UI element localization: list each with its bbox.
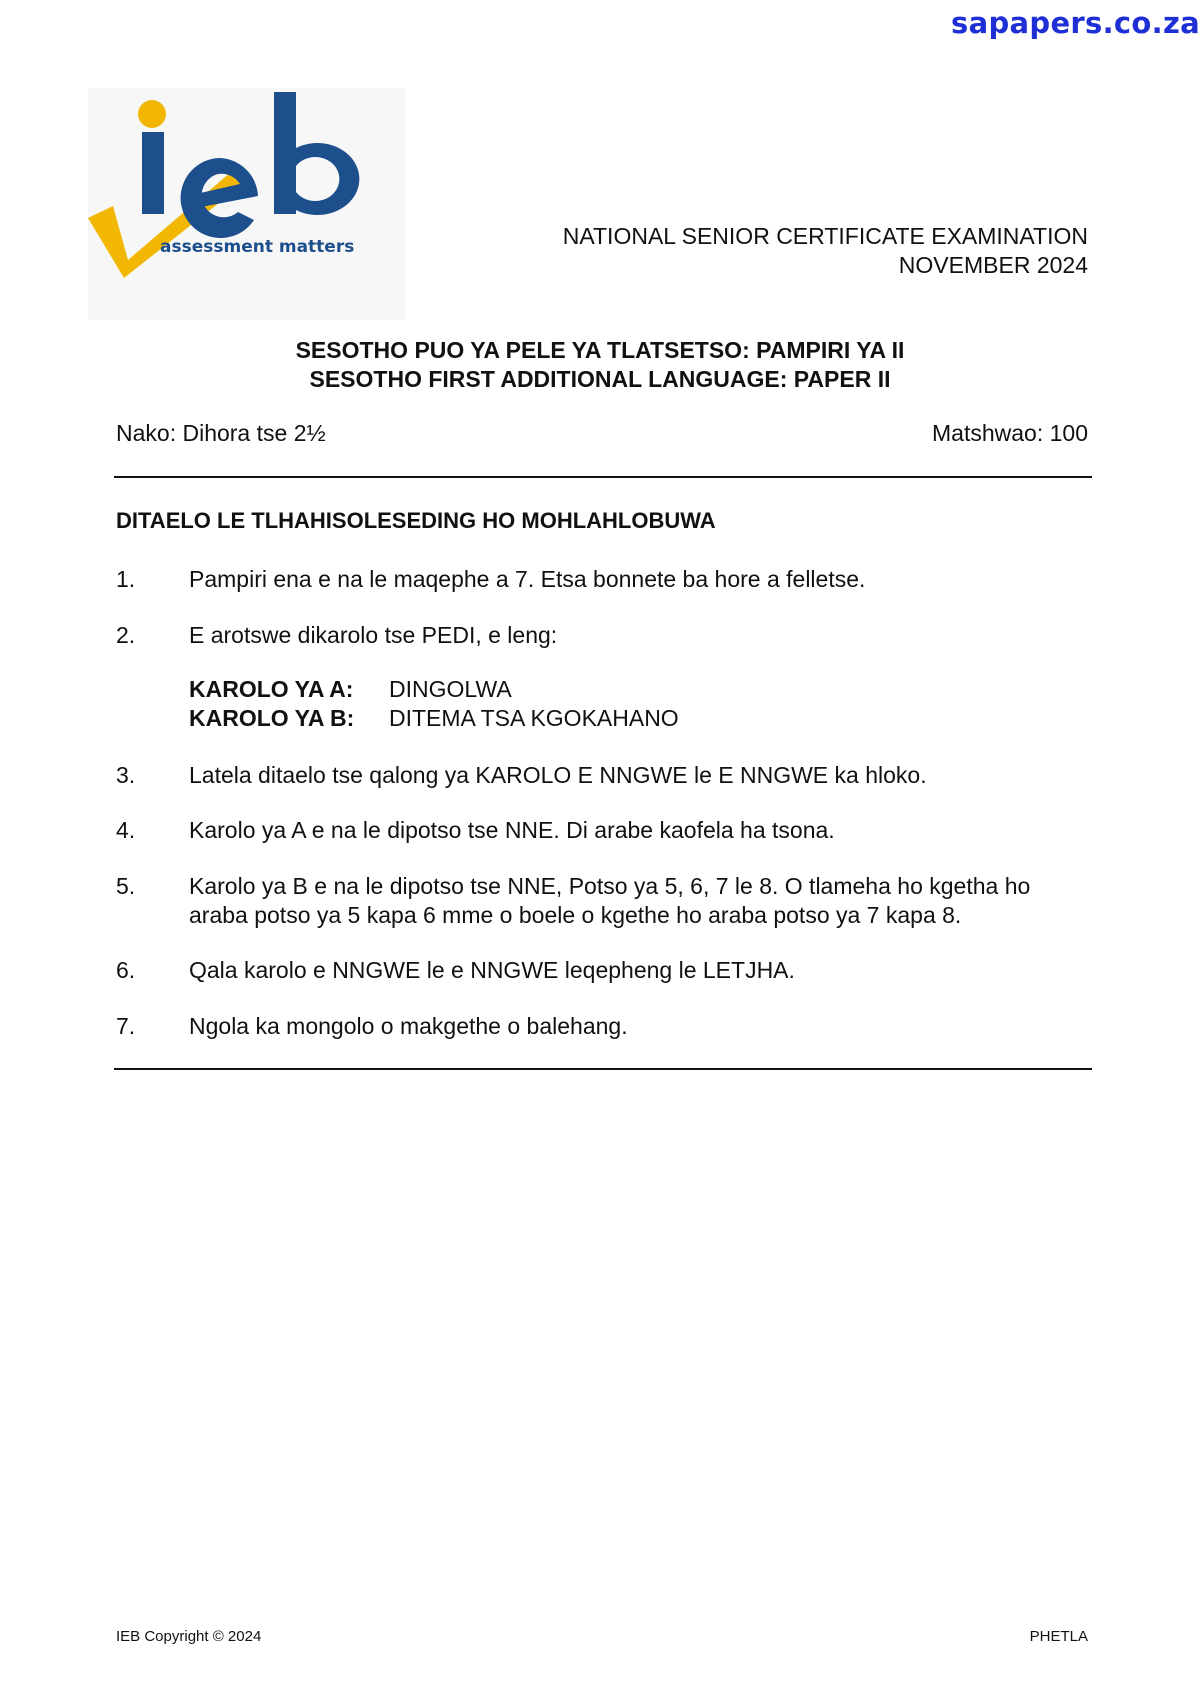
- paper-title-english: SESOTHO FIRST ADDITIONAL LANGUAGE: PAPER II: [309, 366, 891, 392]
- section-row: [189, 704, 679, 733]
- instruction-text: Karolo ya B e na le dipotso tse NNE, Potso ya 5, 6, 7 le 8. O tlameha ho kgetha ho araba potso ya 5 kapa 6 mme o boele o kgethe ho araba potso ya 7 kapa 8.: [189, 873, 1031, 928]
- divider-bottom: [114, 1068, 1092, 1070]
- footer-copyright: IEB Copyright © 2024: [116, 1628, 262, 1645]
- divider-top: [114, 476, 1092, 478]
- paper-title-sesotho: SESOTHO PUO YA PELE YA TLATSETSO: PAMPIRI YA II: [295, 337, 905, 363]
- instruction-number: 4.: [116, 817, 136, 843]
- instruction-text: Ngola ka mongolo o makgethe o balehang.: [189, 1013, 628, 1039]
- instruction-number: 6.: [116, 957, 136, 983]
- logo-tagline: assessment matters: [160, 237, 355, 257]
- paper-titles: [0, 336, 1200, 394]
- instruction-number: 2.: [116, 622, 136, 648]
- ieb-logo: [88, 88, 406, 320]
- instruction-text: Latela ditaelo tse qalong ya KAROLO E NNGWE le E NNGWE ka hloko.: [189, 762, 927, 788]
- footer-turn-over: PHETLA: [1029, 1628, 1088, 1645]
- section-label: KAROLO YA B:: [189, 705, 355, 731]
- instructions-heading: DITAELO LE TLHAHISOLESEDING HO MOHLAHLOBUWA: [116, 508, 716, 533]
- instruction-number: 7.: [116, 1013, 136, 1039]
- exam-title: NATIONAL SENIOR CERTIFICATE EXAMINATION: [562, 223, 1088, 249]
- instruction-text: Pampiri ena e na le maqephe a 7. Etsa bonnete ba hore a felletse.: [189, 566, 866, 592]
- time-allowed: Nako: Dihora tse 2½: [116, 420, 326, 446]
- ieb-logo-graphic: [88, 88, 406, 320]
- section-row: [189, 675, 512, 704]
- instruction-text: Karolo ya A e na le dipotso tse NNE. Di arabe kaofela ha tsona.: [189, 817, 835, 843]
- instruction-text: Qala karolo e NNGWE le e NNGWE leqepheng le LETJHA.: [189, 957, 795, 983]
- total-marks: Matshwao: 100: [932, 420, 1088, 446]
- instruction-number: 5.: [116, 873, 136, 899]
- section-label: KAROLO YA A:: [189, 676, 354, 702]
- section-name: DITEMA TSA KGOKAHANO: [389, 705, 679, 731]
- exam-date: NOVEMBER 2024: [898, 252, 1088, 278]
- section-name: DINGOLWA: [389, 676, 512, 702]
- watermark-site: sapapers.co.za: [951, 6, 1200, 40]
- instruction-number: 3.: [116, 762, 136, 788]
- instruction-number: 1.: [116, 566, 136, 592]
- exam-header: [563, 222, 1088, 280]
- instruction-text: E arotswe dikarolo tse PEDI, e leng:: [189, 622, 558, 648]
